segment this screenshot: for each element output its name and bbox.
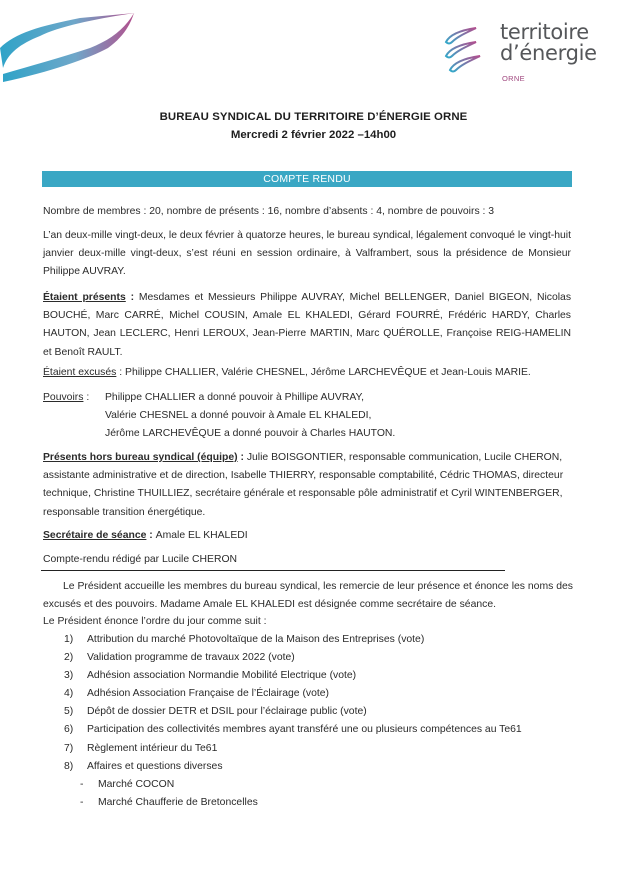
section-banner: COMPTE RENDU (42, 171, 572, 187)
agenda-intro: Le Président énonce l’ordre du jour comme suit : (43, 616, 267, 627)
excused-label: Étaient excusés (43, 367, 117, 378)
agenda-sub-item-text: Marché Chaufferie de Bretoncelles (98, 797, 258, 809)
document-title: BUREAU SYNDICAL DU TERRITOIRE D’ÉNERGIE ORNE (159, 111, 468, 123)
present-members-text: Mesdames et Messieurs Philippe AUVRAY, Michel BELLENGER, Daniel BIGEON, Nicolas BOUCHÉ, Marc CARRÉ, Michel COUSIN, Amale EL KHALEDI, Gérard FOURRÉ, Frédéric HARDY, Charles HAUTON, Jean LECLERC, Henri LEROUX, Jean-Pierre MARTIN, Marc QUÉROLLE, Françoise REIG-HAMELIN et Benoît RAULT. (43, 292, 572, 358)
agenda-list (64, 631, 604, 776)
secretary-name: Amale EL KHALEDI (155, 530, 248, 541)
agenda-item-text: Validation programme de travaux 2022 (vote) (87, 652, 295, 664)
organization-logo (440, 22, 620, 94)
agenda-item-text: Participation des collectivités membres ayant transféré une ou plusieurs compétences au Te61 (87, 724, 522, 736)
agenda-item (64, 667, 604, 685)
agenda-item-number: 3) (64, 670, 74, 682)
agenda-item-text: Règlement intérieur du Te61 (87, 742, 218, 754)
staff-present-section (43, 449, 571, 522)
present-members-section (43, 289, 571, 362)
agenda-item-number: 7) (64, 742, 74, 754)
dash-bullet: - (80, 779, 84, 790)
agenda-item (64, 685, 604, 703)
agenda-sub-items (80, 776, 258, 812)
agenda-item-number: 5) (64, 706, 74, 718)
section-divider (41, 570, 505, 571)
excused-members-section (43, 364, 571, 382)
present-label: Étaient présents (43, 292, 126, 303)
proxies-label-wrap (43, 389, 105, 444)
agenda-item (64, 703, 604, 721)
proxy-item: Valérie CHESNEL a donné pouvoir à Amale EL KHALEDI, (105, 410, 372, 422)
proxies-list (105, 389, 395, 444)
staff-separator: : (237, 452, 247, 463)
agenda-item (64, 740, 604, 758)
agenda-item-text: Adhésion Association Française de l’Éclairage (vote) (87, 688, 329, 700)
agenda-item-number: 6) (64, 724, 74, 736)
agenda-item-text: Dépôt de dossier DETR et DSIL pour l’éclairage public (vote) (87, 706, 367, 718)
meeting-date: Mercredi 2 février 2022 –14h00 (230, 129, 397, 141)
secretary-section (43, 527, 571, 545)
secretary-separator: : (146, 530, 156, 541)
leaf-waves-logo-icon (440, 26, 492, 78)
agenda-item (64, 758, 604, 776)
agenda-item-text: Affaires et questions diverses (87, 760, 223, 772)
logo-subtitle: ORNE (502, 74, 525, 83)
present-separator: : (125, 292, 139, 303)
intro-paragraph: L’an deux-mille vingt-deux, le deux février à quatorze heures, le bureau syndical, légalement convoqué le vingt-huit janvier deux-mille vingt-deux, s’est réuni en session ordinaire, à Valframbert, sous la présidence de Monsieur Philippe AUVRAY. (43, 230, 571, 278)
swoosh-icon (0, 8, 140, 88)
logo-line-1: territoire (500, 20, 589, 44)
staff-text: Julie BOISGONTIER, responsable communication, Lucile CHERON, assistante administrative et de direction, Isabelle THIERRY, responsable comptabilité, Cédric THOMAS, directeur technique, Christine THUILLIEZ, secrétaire générale et responsable pôle administratif et Cyril WINTENBERGER, responsable transition énergétique. (43, 452, 564, 518)
agenda-sub-item (80, 776, 258, 794)
proxy-item: Jérôme LARCHEVÊQUE a donné pouvoir à Charles HAUTON. (105, 428, 396, 440)
agenda-item (64, 721, 604, 739)
agenda-item (64, 631, 604, 649)
agenda-item-number: 8) (64, 760, 74, 772)
agenda-item-number: 4) (64, 688, 74, 700)
minutes-author: Compte-rendu rédigé par Lucile CHERON (43, 554, 238, 565)
secretary-label: Secrétaire de séance (43, 530, 147, 541)
excused-members-text: Philippe CHALLIER, Valérie CHESNEL, Jérôme LARCHEVÊQUE et Jean-Louis MARIE. (125, 367, 531, 378)
logo-line-2: d’énergie (500, 41, 597, 65)
agenda-item-text: Attribution du marché Photovoltaïque de la Maison des Entreprises (vote) (87, 634, 425, 645)
agenda-sub-item-text: Marché COCON (98, 779, 175, 790)
excused-separator: : (116, 367, 126, 378)
proxies-separator: : (83, 392, 90, 403)
staff-label: Présents hors bureau syndical (équipe) (43, 452, 238, 463)
agenda-item (64, 649, 604, 667)
proxies-section (43, 389, 571, 444)
agenda-sub-item (80, 794, 258, 812)
agenda-item-number: 1) (64, 634, 74, 645)
agenda-item-text: Adhésion association Normandie Mobilité Electrique (vote) (87, 670, 357, 682)
agenda-item-number: 2) (64, 652, 74, 664)
attendance-counts: Nombre de membres : 20, nombre de présents : 16, nombre d’absents : 4, nombre de pouvoirs : 3 (43, 206, 495, 217)
dash-bullet: - (80, 797, 84, 809)
proxy-item: Philippe CHALLIER a donné pouvoir à Phillipe AUVRAY, (105, 392, 364, 403)
proxies-label: Pouvoirs (43, 392, 84, 403)
opening-paragraph: Le Président accueille les membres du bureau syndical, les remercie de leur présence et énonce les noms des excusés et des pouvoirs. Madame Amale EL KHALEDI est désignée comme secrétaire de séance. (43, 581, 573, 611)
logo-wordmark (500, 22, 597, 64)
